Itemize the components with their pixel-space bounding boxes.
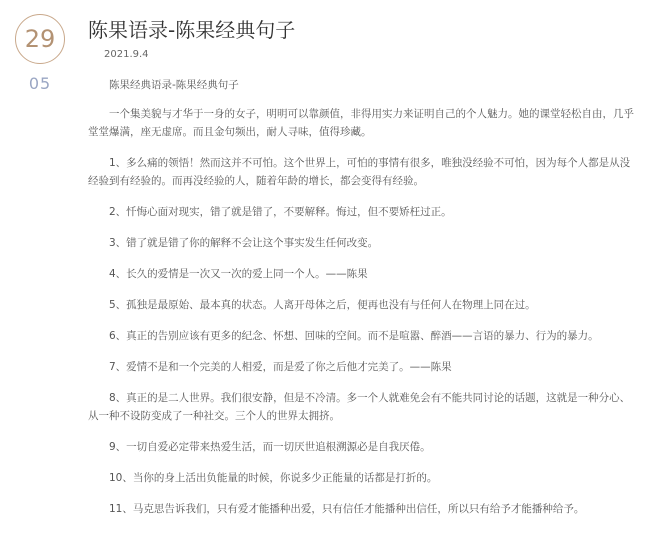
paragraph: 4、长久的爱情是一次又一次的爱上同一个人。——陈果 — [109, 268, 368, 280]
paragraph: 陈果经典语录-陈果经典句子 — [109, 79, 239, 91]
paragraph: 2、忏悔心面对现实，错了就是错了，不要解释。悔过，但不要矫枉过正。 — [109, 206, 452, 218]
paragraph: 一个集美貌与才华于一身的女子，明明可以靠颜值，非得用实力来证明自己的个人魅力。她的课堂轻松自由，几乎堂堂爆满，座无虚席。而且金句频出，耐人寻味，值得珍藏。 — [88, 108, 634, 138]
paragraph: 3、错了就是错了你的解释不会让这个事实发生任何改变。 — [109, 237, 379, 249]
date-day-circle: 29 — [15, 14, 65, 64]
paragraph: 1、多么痛的领悟！然而这并不可怕。这个世界上，可怕的事情有很多，唯独没经验不可怕，因为每个人都是从没经验到有经验的。而再没经验的人，随着年龄的增长，都会变得有经验。 — [88, 157, 631, 187]
paragraph: 11、马克思告诉我们，只有爱才能播种出爱，只有信任才能播种出信任，所以只有给予才能播种给予。 — [109, 503, 585, 515]
paragraph: 6、真正的告别应该有更多的纪念、怀想、回味的空间。而不是喧嚣、醉酒——言语的暴力、行为的暴力。 — [109, 330, 599, 342]
paragraph: 7、爱情不是和一个完美的人相爱，而是爱了你之后他才完美了。——陈果 — [109, 361, 452, 373]
publish-date: 2021.9.4 — [104, 49, 149, 60]
paragraph: 5、孤独是最原始、最本真的状态。人离开母体之后，便再也没有与任何人在物理上同在过。 — [109, 299, 536, 311]
paragraph: 8、真正的是二人世界。我们很安静，但是不冷清。多一个人就难免会有不能共同讨论的话题，这就是一种分心、从一种不设防变成了一种社交。三个人的世界太拥挤。 — [88, 392, 631, 422]
date-month: 05 — [28, 74, 52, 93]
article-title: 陈果语录-陈果经典句子 — [88, 18, 296, 42]
paragraph: 10、当你的身上活出负能量的时候，你说多少正能量的话都是打折的。 — [109, 472, 438, 484]
date-badge — [14, 14, 66, 93]
paragraph: 9、一切自爱必定带来热爱生活，而一切厌世追根溯源必是自我厌倦。 — [109, 441, 431, 453]
article-content — [88, 76, 636, 531]
